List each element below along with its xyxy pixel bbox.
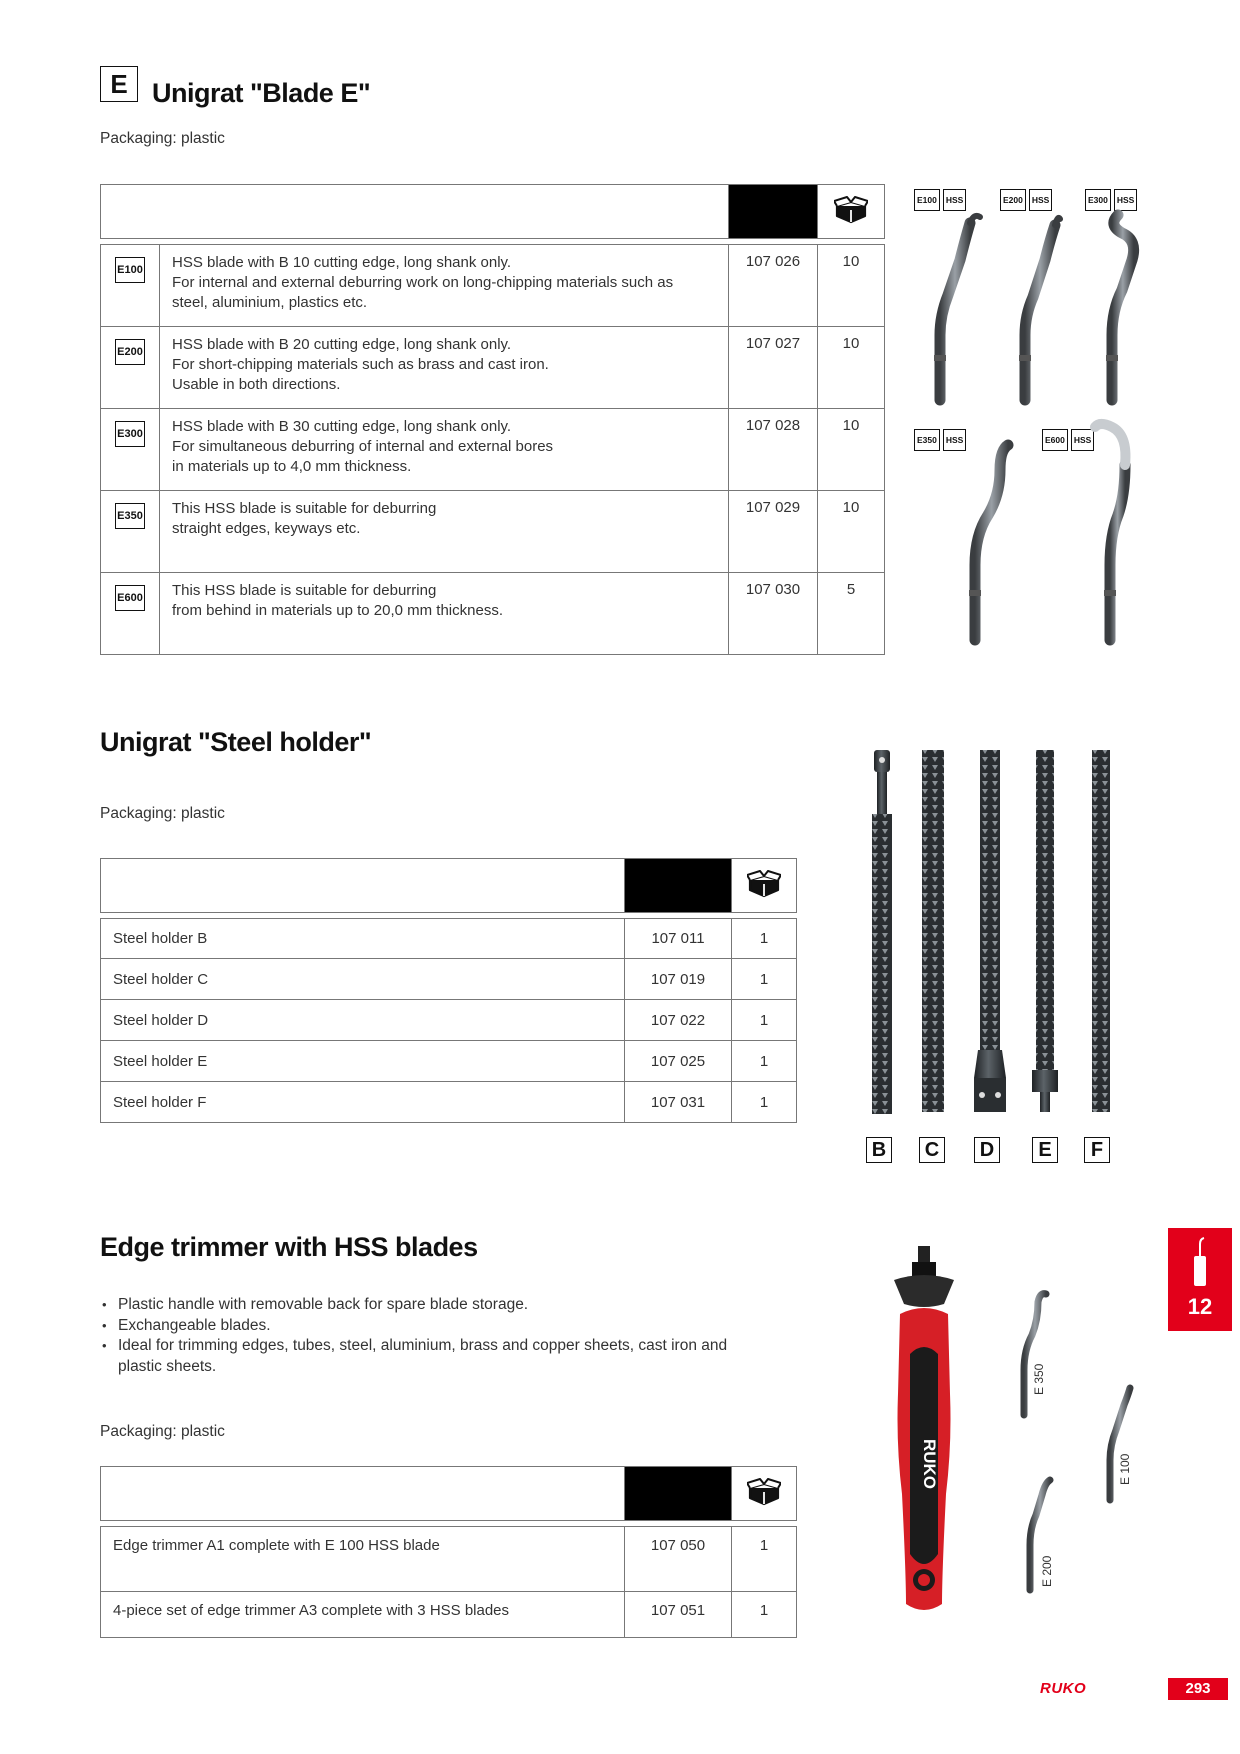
code-badge: E350 [115, 503, 145, 529]
article-number: 107 022 [625, 1000, 732, 1041]
table-row [101, 1527, 797, 1592]
list-item: • Exchangeable blades. [100, 1316, 740, 1337]
holder-label-f: F [1084, 1137, 1110, 1163]
quantity: 10 [818, 409, 885, 491]
blade-e350-small [1024, 1294, 1046, 1415]
blade-label-e350: E 350 [1032, 1363, 1046, 1395]
footer-brand-logo: RUKO [1040, 1680, 1087, 1697]
feature-list [100, 1295, 740, 1377]
row-description-line: in materials up to 4,0 mm thickness. [172, 458, 412, 475]
box-icon [747, 870, 781, 898]
page-title-blade-e: Unigrat "Blade E" [152, 78, 371, 108]
handle-logo: RUKO [920, 1438, 939, 1490]
badge-code: E200 [1000, 189, 1026, 211]
article-number: 107 030 [729, 573, 818, 655]
table-header-row [101, 185, 885, 239]
holder-c-image [922, 750, 944, 1112]
row-description-line: For internal and external deburring work on long-chipping materials such as [172, 274, 674, 291]
packaging-blade-e: Packaging: plastic [100, 130, 225, 147]
table-row [101, 245, 885, 327]
row-description-line: For short-chipping materials such as brass and cast iron. [172, 356, 549, 373]
article-number: 107 050 [625, 1527, 732, 1592]
holder-d-image [974, 750, 1006, 1112]
header-article-cell [625, 859, 732, 913]
row-name: Steel holder D [101, 1000, 625, 1041]
box-icon [747, 1478, 781, 1506]
article-number: 107 027 [729, 327, 818, 409]
article-number: 107 019 [625, 959, 732, 1000]
table-row [101, 919, 797, 959]
deburring-tool-icon [1188, 1236, 1212, 1286]
packaging-edge-trimmer: Packaging: plastic [100, 1423, 225, 1440]
article-number: 107 031 [625, 1082, 732, 1123]
blade-label-e200: E 200 [1040, 1555, 1054, 1587]
quantity: 5 [818, 573, 885, 655]
quantity: 1 [732, 959, 797, 1000]
article-number: 107 026 [729, 245, 818, 327]
table-header-row [101, 1467, 797, 1521]
row-name: Steel holder C [101, 959, 625, 1000]
page-title-steel-holder: Unigrat "Steel holder" [100, 727, 372, 757]
badge-material: HSS [943, 189, 966, 211]
code-badge: E200 [115, 339, 145, 365]
table-row [101, 1041, 797, 1082]
code-badge: E300 [115, 421, 145, 447]
blade-e350-image [969, 445, 1008, 640]
header-blank [101, 185, 729, 239]
section-letter: E [110, 68, 128, 99]
table-row [101, 959, 797, 1000]
row-description-line: HSS blade with B 10 cutting edge, long shank only. [172, 254, 512, 271]
row-description-line: straight edges, keyways etc. [172, 520, 361, 537]
row-description-line: HSS blade with B 30 cutting edge, long shank only. [172, 418, 512, 435]
list-item: • Ideal for trimming edges, tubes, steel, aluminium, brass and copper sheets, cast iron and plastic sheets. [100, 1336, 740, 1377]
blade-label-e100: E 100 [1118, 1453, 1132, 1485]
packaging-steel-holder: Packaging: plastic [100, 805, 225, 822]
code-badge: E100 [115, 257, 145, 283]
blade-e200-image [1019, 218, 1060, 400]
holder-e-image [1032, 750, 1058, 1112]
quantity: 1 [732, 1592, 797, 1638]
row-description-line: from behind in materials up to 20,0 mm thickness. [172, 602, 503, 619]
holder-label-b: B [866, 1137, 892, 1163]
quantity: 10 [818, 327, 885, 409]
quantity: 1 [732, 919, 797, 959]
header-package-cell [818, 185, 885, 239]
chapter-number: 12 [1187, 1294, 1213, 1319]
table-row [101, 1082, 797, 1123]
page-title-edge-trimmer: Edge trimmer with HSS blades [100, 1232, 478, 1262]
row-description-line: This HSS blade is suitable for deburring [172, 500, 437, 517]
quantity: 1 [732, 1527, 797, 1592]
article-number: 107 051 [625, 1592, 732, 1638]
badge-code: E350 [914, 429, 940, 451]
header-article-cell [625, 1467, 732, 1521]
badge-material: HSS [1114, 189, 1137, 211]
steel-holder-table [100, 858, 797, 1123]
row-name: Steel holder F [101, 1082, 625, 1123]
table-row [101, 1000, 797, 1041]
table-row [101, 491, 885, 573]
badge-material: HSS [1029, 189, 1052, 211]
blade-e-table [100, 184, 885, 655]
chapter-tab [1168, 1228, 1232, 1331]
quantity: 10 [818, 245, 885, 327]
edge-trimmer-table [100, 1466, 797, 1638]
quantity: 1 [732, 1000, 797, 1041]
row-name: Steel holder B [101, 919, 625, 959]
header-package-cell [732, 859, 797, 913]
holder-f-image [1092, 750, 1110, 1112]
list-item: • Plastic handle with removable back for spare blade storage. [100, 1295, 740, 1316]
article-number: 107 028 [729, 409, 818, 491]
holder-label-d: D [974, 1137, 1000, 1163]
holder-label-e: E [1032, 1137, 1058, 1163]
blade-e600-image [1095, 424, 1125, 640]
holder-b-image [872, 750, 892, 1114]
quantity: 1 [732, 1082, 797, 1123]
header-article-cell [729, 185, 818, 239]
row-description-line: HSS blade with B 20 cutting edge, long shank only. [172, 336, 512, 353]
row-name: Edge trimmer A1 complete with E 100 HSS blade [101, 1527, 625, 1592]
section-letter-badge [100, 66, 138, 102]
badge-code: E300 [1085, 189, 1111, 211]
row-description-line: For simultaneous deburring of internal and external bores [172, 438, 554, 455]
article-number: 107 011 [625, 919, 732, 959]
steel-holder-images [860, 748, 1130, 1128]
row-name: 4-piece set of edge trimmer A3 complete with 3 HSS blades [101, 1592, 625, 1638]
blade-e300-image [1106, 215, 1134, 400]
header-package-cell [732, 1467, 797, 1521]
table-row [101, 573, 885, 655]
code-badge: E600 [115, 585, 145, 611]
trimmer-blades-image [1010, 1290, 1140, 1610]
table-header-row [101, 859, 797, 913]
table-row [101, 409, 885, 491]
box-icon [834, 196, 868, 224]
article-number: 107 025 [625, 1041, 732, 1082]
badge-code: E600 [1042, 429, 1068, 451]
header-blank [101, 859, 625, 913]
quantity: 10 [818, 491, 885, 573]
header-blank [101, 1467, 625, 1521]
holder-label-c: C [919, 1137, 945, 1163]
table-row [101, 327, 885, 409]
badge-material: HSS [1071, 429, 1094, 451]
blade-e100-image [934, 216, 980, 400]
row-description-line: Usable in both directions. [172, 376, 341, 393]
badge-code: E100 [914, 189, 940, 211]
table-row [101, 1592, 797, 1638]
page-number: 293 [1168, 1678, 1228, 1700]
row-name: Steel holder E [101, 1041, 625, 1082]
edge-trimmer-image [880, 1244, 970, 1624]
row-description-line: This HSS blade is suitable for deburring [172, 582, 437, 599]
quantity: 1 [732, 1041, 797, 1082]
row-description-line: steel, aluminium, plastics etc. [172, 294, 368, 311]
blade-images [900, 205, 1150, 655]
article-number: 107 029 [729, 491, 818, 573]
badge-material: HSS [943, 429, 966, 451]
